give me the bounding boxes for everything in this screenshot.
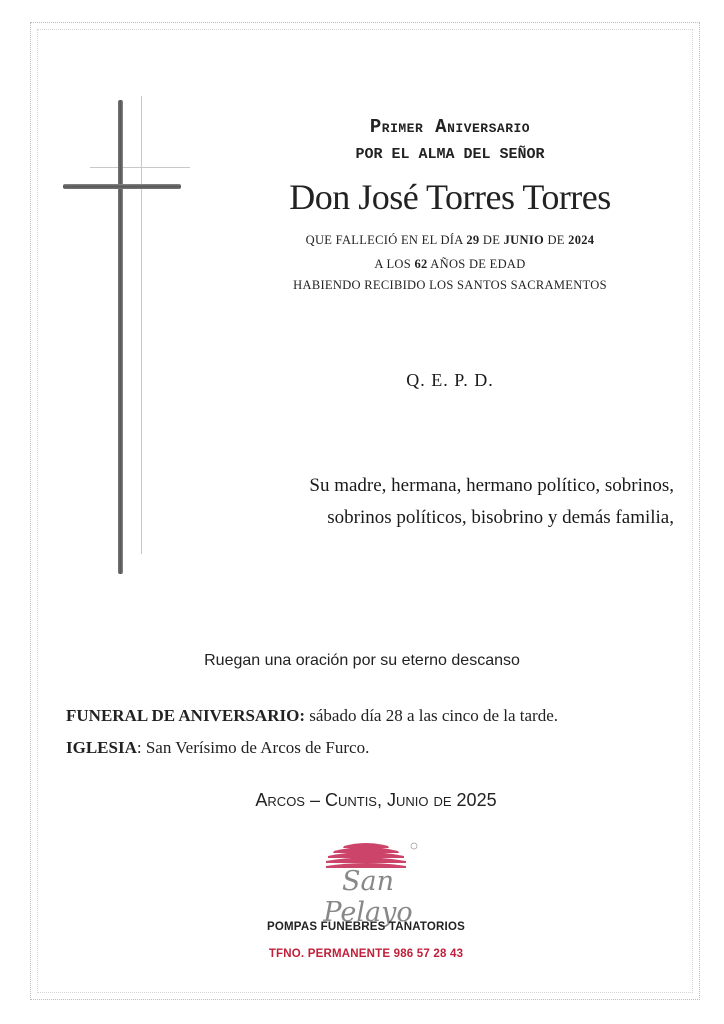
church-detail [66,738,369,758]
death-month: JUNIO [503,233,545,247]
cross-bar [63,184,181,189]
death-date-line [200,233,700,248]
age-value: 62 [414,257,428,271]
family-line-2: sobrinos políticos, bisobrino y demás familia, [327,507,674,528]
funeral-home-logo-text: San Pelayo [323,866,413,928]
deceased-name: Don José Torres Torres [289,177,611,217]
qepd: Q. E. P. D. [406,370,494,390]
death-de2: DE [547,233,565,247]
death-prefix: QUE FALLECIÓ EN EL DÍA [305,233,463,247]
death-day: 29 [466,233,480,247]
funeral-label: FUNERAL DE ANIVERSARIO: [66,706,305,725]
soul-subheading: POR EL ALMA DEL SEÑOR [355,146,545,163]
funeral-value: sábado día 28 a las cinco de la tarde. [309,706,558,725]
company-name: POMPAS FUNEBRES TANATORIOS [267,921,465,933]
church-value: : San Verísimo de Arcos de Furco. [136,738,370,757]
death-year: 2024 [568,233,595,247]
family-block [214,470,674,534]
sacraments-line: HABIENDO RECIBIDO LOS SANTOS SACRAMENTOS [293,278,607,292]
death-de: DE [482,233,501,247]
anniversary-heading: Primer Aniversario [369,116,531,138]
church-label: IGLESIA [66,738,137,757]
family-line-1: Su madre, hermana, hermano político, sobrinos, [309,475,674,496]
age-line [200,257,700,272]
cross-icon [118,100,123,574]
age-prefix: A LOS [374,257,411,271]
prayer-request: Ruegan una oración por su eterno descanso [204,652,520,669]
cross-shadow-vertical [141,96,142,554]
place-date: Arcos – Cuntis, Junio de 2025 [255,790,497,810]
phone-number: TFNO. PERMANENTE 986 57 28 43 [268,948,464,960]
funeral-detail [66,706,558,726]
age-suffix: AÑOS DE EDAD [430,257,526,271]
cross-shadow-horizontal [90,167,190,168]
